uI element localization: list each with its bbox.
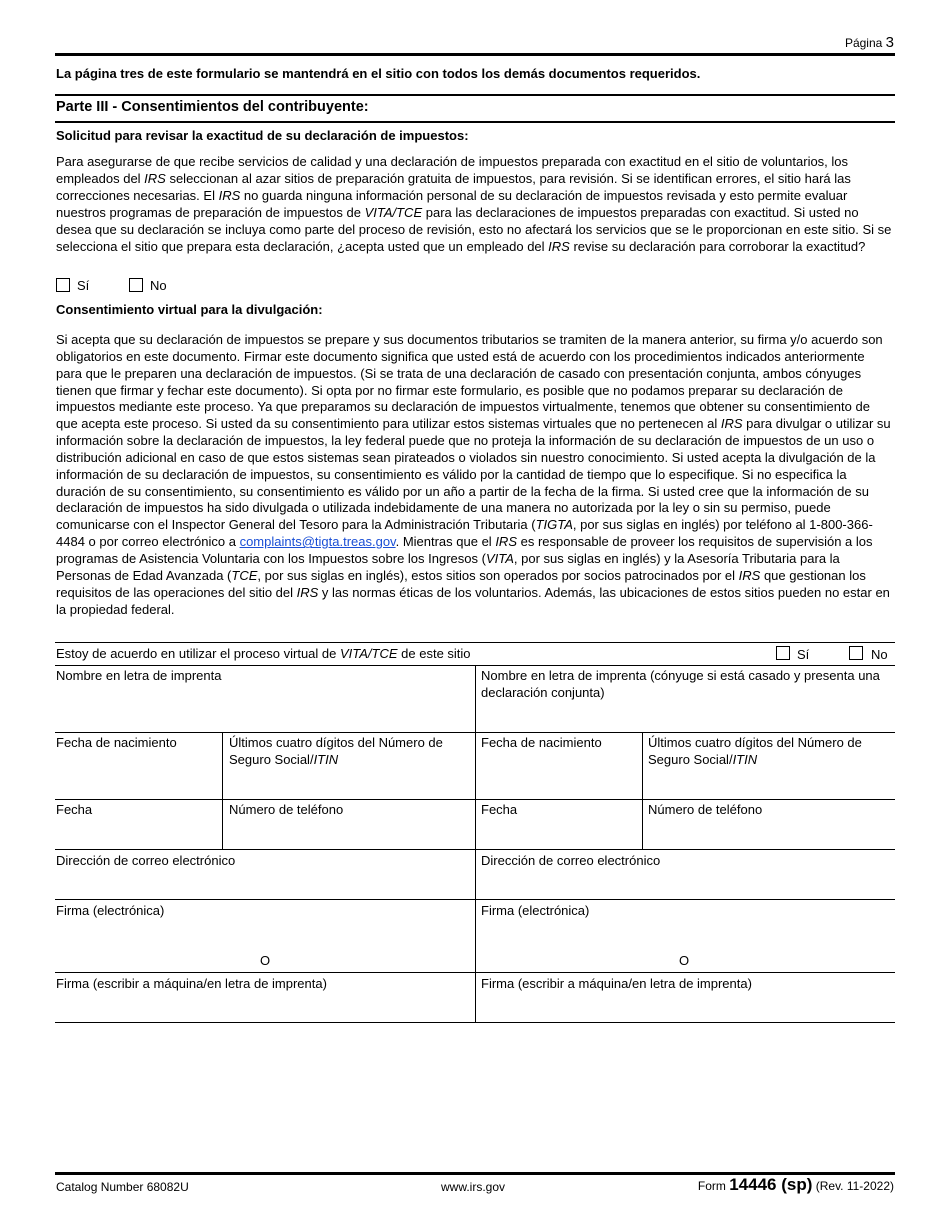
table-row-rule (55, 849, 895, 850)
taxpayer-name-field[interactable]: Nombre en letra de imprenta (56, 668, 222, 683)
spouse-typed-signature-field[interactable]: Firma (escribir a máquina/en letra de imprenta) (481, 976, 752, 991)
taxpayer-esignature-field[interactable]: Firma (electrónica) (56, 903, 165, 918)
form-revision: (Rev. 11-2022) (815, 1179, 894, 1193)
agree-top-rule (55, 642, 895, 643)
table-left-inner-divider (222, 732, 223, 849)
review-no-checkbox[interactable] (129, 278, 143, 292)
agree-no-label: No (871, 647, 888, 662)
table-right-inner-divider (642, 732, 643, 849)
form-prefix: Form (697, 1179, 726, 1193)
page-notice: La página tres de este formulario se mantendrá en el sitio con todos los demás documentos requeridos. (56, 66, 701, 81)
spouse-dob-field[interactable]: Fecha de nacimiento (481, 735, 602, 750)
page-number-value: 3 (885, 34, 894, 51)
spouse-phone-field[interactable]: Número de teléfono (648, 802, 763, 817)
spouse-or-label: O (679, 953, 690, 968)
catalog-number: Catalog Number 68082U (56, 1180, 189, 1194)
spouse-name-field[interactable]: Nombre en letra de imprenta (cónyuge si está casado y presenta una declaración conjunta) (481, 668, 880, 700)
review-yes-checkbox[interactable] (56, 278, 70, 292)
taxpayer-dob-field[interactable]: Fecha de nacimiento (56, 735, 177, 750)
table-row-rule (55, 899, 895, 900)
form-id (698, 1175, 894, 1195)
form-number: 14446 (sp) (729, 1175, 813, 1194)
review-paragraph: Para asegurarse de que recibe servicios de calidad y una declaración de impuestos preparada con exactitud en el sitio de voluntarios, los empleados del IRS seleccionan al azar sitios de preparación gratuita de impuestos, para revisión. Si se identifican errores, el sitio hará las correcciones necesarias. El IRS no guarda ninguna información personal de su declaración de impuestos revisada y esto permite evaluar nuestros programas de preparación de impuestos de VITA/TCE para las declaraciones de impuestos preparadas con exactitud. Si usted no desea que su declaración se incluya como parte del proceso de revisión, esto no afectará los servicios que se le proporcionan en este sitio. Si se selecciona el sitio que prepara esta declaración, ¿acepta usted que un empleado del IRS revise su declaración para corroborar la exactitud? (56, 154, 892, 254)
complaints-email-link[interactable]: complaints@tigta.treas.gov (239, 534, 396, 550)
page-label: Página (844, 36, 883, 50)
table-bottom-rule (55, 1022, 895, 1023)
virtual-heading: Consentimiento virtual para la divulgación: (56, 302, 323, 317)
taxpayer-ssn-field[interactable]: Últimos cuatro dígitos del Número de Seguro Social/ITIN (229, 735, 443, 767)
spouse-date-field[interactable]: Fecha (481, 802, 518, 817)
page-number (845, 34, 894, 51)
spouse-esignature-field[interactable]: Firma (electrónica) (481, 903, 590, 918)
taxpayer-typed-signature-field[interactable]: Firma (escribir a máquina/en letra de imprenta) (56, 976, 327, 991)
virtual-paragraph: Si acepta que su declaración de impuestos se prepare y sus documentos tributarios se tramiten de la manera anterior, su firma y/o acuerdo son obligatorios en este documento. Firmar este documento significa que usted está de acuerdo con los procedimientos indicados anteriormente para que le preparen una declaración de impuestos. (Si se trata de una declaración de casado con presentación conjunta, ambos cónyuges tienen que firmar y fechar este documento). Si opta por no firmar este formulario, es posible que no podamos preparar su declaración de impuestos mediante este proceso. Ya que preparamos su declaración de impuestos virtualmente, tenemos que obtener su consentimiento de que acepta este proceso. Si usted da su consentimiento para utilizar estos sistemas virtuales que no pertenecen al IRS para divulgar o utilizar su información sobre la declaración de impuestos, la ley federal puede que no proteja la información de su declaración de impuestos de un uso o distribución adicional en caso de que estos sistemas sean pirateados o violados sin nuestro conocimiento. Si usted acepta la divulgación de la información de su declaración de impuestos, su consentimiento es válido por la cantidad de tiempo que lo especifique. Si no especifica la duración de su consentimiento, su consentimiento es válido por un año a partir de la fecha de la firma. Si usted cree que la información de su declaración de impuestos ha sido divulgada o utilizada indebidamente de una manera no autorizada por la ley o sin su permiso, puede comunicarse con el Inspector General del Tesoro para la Administración Tributaria (TIGTA, por sus siglas en inglés) por teléfono al 1-800-366-4484 o por correo electrónico a complaints@tigta.treas.gov. Mientras que el IRS es responsable de proveer los requisitos de supervisión a los programas de Asistencia Voluntaria con los Impuestos sobre los Ingresos (VITA, por sus siglas en inglés) y la Asesoría Tributaria para la Personas de Edad Avanzada (TCE, por sus siglas en inglés), estos sitios son operados por socios patrocinados por el IRS que gestionan los requisitos de las operaciones del sitio del IRS y las normas éticas de los voluntarios. Además, las ubicaciones de estos sitios pueden no estar en la propiedad federal. (56, 332, 891, 617)
review-no-label: No (150, 278, 167, 293)
agree-yes-checkbox[interactable] (776, 646, 790, 660)
review-yes-label: Sí (77, 278, 90, 293)
spouse-ssn-field[interactable]: Últimos cuatro dígitos del Número de Seguro Social/ITIN (648, 735, 862, 767)
agree-yes-label: Sí (797, 647, 810, 662)
table-row-rule (55, 732, 895, 733)
part3-title: Parte III - Consentimientos del contribuyente: (56, 99, 369, 115)
table-row-rule (55, 972, 895, 973)
table-row-rule (55, 799, 895, 800)
agree-label: Estoy de acuerdo en utilizar el proceso virtual de VITA/TCE de este sitio (56, 646, 471, 661)
taxpayer-phone-field[interactable]: Número de teléfono (229, 802, 344, 817)
taxpayer-email-field[interactable]: Dirección de correo electrónico (56, 853, 236, 868)
table-center-divider (475, 665, 476, 1022)
top-rule (55, 53, 895, 56)
website: www.irs.gov (441, 1180, 506, 1194)
taxpayer-or-label: O (260, 953, 271, 968)
review-heading: Solicitud para revisar la exactitud de su declaración de impuestos: (56, 128, 469, 143)
part3-top-rule (55, 94, 895, 96)
spouse-email-field[interactable]: Dirección de correo electrónico (481, 853, 661, 868)
agree-no-checkbox[interactable] (849, 646, 863, 660)
taxpayer-date-field[interactable]: Fecha (56, 802, 93, 817)
part3-bottom-rule (55, 121, 895, 123)
